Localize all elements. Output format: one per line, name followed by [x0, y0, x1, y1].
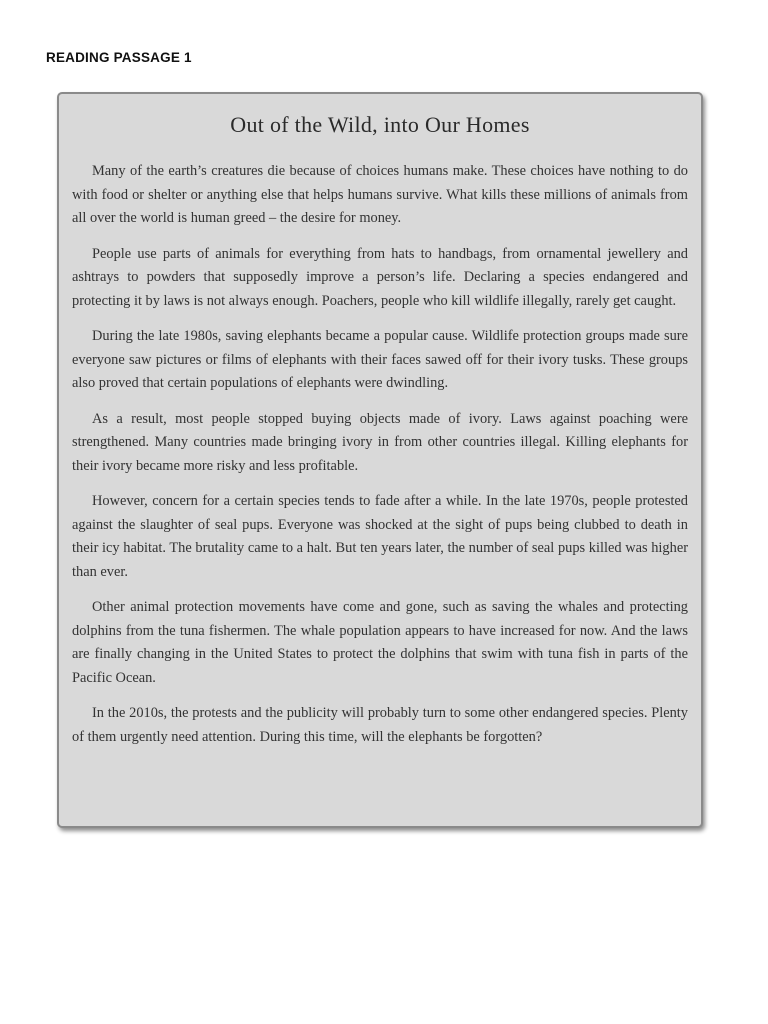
- paragraph-2: People use parts of animals for everything from hats to handbags, from ornamental jewellery and ashtrays to powders that supposedly improve a person’s life. Declaring a species endangered and protecting it by laws is not always enough. Poachers, people who kill wildlife illegally, rarely get caught.: [72, 245, 688, 309]
- paragraph-1: Many of the earth’s creatures die because of choices humans make. These choices have nothing to do with food or shelter or anything else that helps humans survive. What kills these millions of animals from all over the world is human greed – the desire for money.: [72, 163, 688, 226]
- paragraph-5: However, concern for a certain species tends to fade after a while. In the late 1970s, people protested against the slaughter of seal pups. Everyone was shocked at the sight of pups being clubbed to death in their icy habitat. The brutality came to a halt. But ten years later, the number of seal pups killed was higher than ever.: [72, 493, 688, 580]
- article-title: Out of the Wild, into Our Homes: [230, 112, 530, 137]
- passage-heading: READING PASSAGE 1: [46, 50, 192, 65]
- scanned-passage: [57, 92, 703, 828]
- paragraph-6: Other animal protection movements have come and gone, such as saving the whales and protecting dolphins from the tuna fishermen. The whale population appears to have increased for now. And the laws are finally changing in the United States to protect the dolphins that swim with tuna fish in parts of the Pacific Ocean.: [72, 599, 688, 686]
- paragraph-7: In the 2010s, the protests and the publicity will probably turn to some other endangered species. Plenty of them urgently need attention. During this time, will the elephants be forgotten?: [72, 705, 688, 745]
- paragraph-4: As a result, most people stopped buying objects made of ivory. Laws against poaching were strengthened. Many countries made bringing ivory in from other countries illegal. Killing elephants for their ivory became more risky and less profitable.: [72, 410, 688, 474]
- paragraph-3: During the late 1980s, saving elephants became a popular cause. Wildlife protection groups made sure everyone saw pictures or films of elephants with their faces sawed off for their ivory tusks. These groups also proved that certain populations of elephants were dwindling.: [72, 328, 688, 391]
